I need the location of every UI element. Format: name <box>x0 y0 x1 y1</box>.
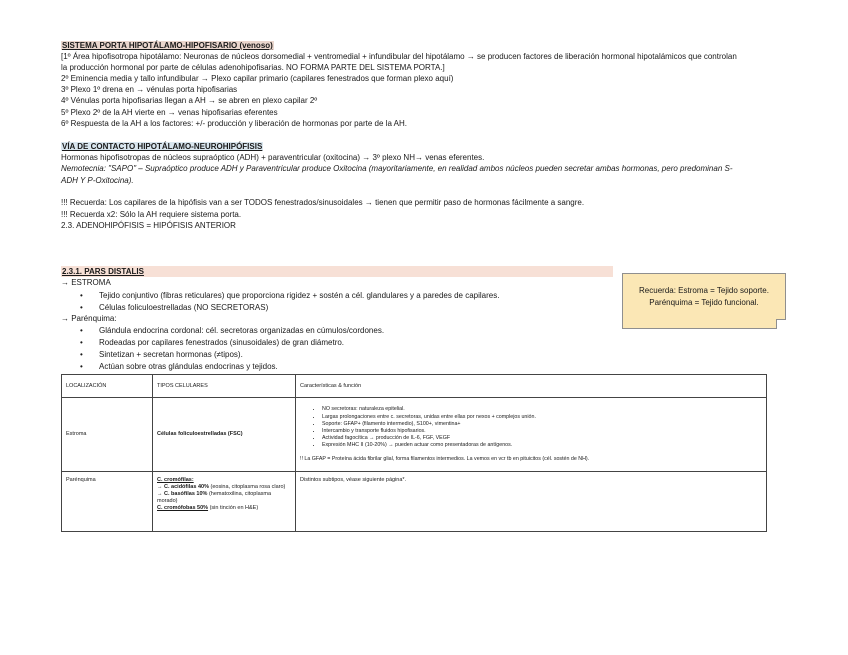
sticky-note <box>622 273 786 329</box>
cell-desc: Distintos subtipos, véase siguiente página*. <box>296 472 767 532</box>
table-row <box>62 398 767 472</box>
porta-step-2: 2º Eminencia media y tallo infundibular → Plexo capilar primario (capilares fenestrados que forman plexo aquí) <box>61 74 454 83</box>
parenquima-item-2: Rodeadas por capilares fenestrados (sinusoidales) de gran diámetro. <box>99 338 345 347</box>
section-title-porta: SISTEMA PORTA HIPOTÁLAMO-HIPOFISARIO (venoso) <box>62 41 273 50</box>
cell-desc <box>296 398 767 472</box>
section-title-pars-distalis: 2.3.1. PARS DISTALIS <box>61 266 613 277</box>
table-row <box>62 472 767 532</box>
neuro-nemotecnia-a: Nemotecnia: "SAPO" – Supraóptico produce ADH y Paraventricular produce Oxitocina (mayoritariamente, en realidad ambos núcleos pueden secretar ambas hormonas, pero predominan S- <box>61 164 733 173</box>
basofilas-line: → C. basófilas 10% (hematoxilina, citoplasma morado) <box>157 491 272 504</box>
list-item: • Actividad fagocítica → producción de IL-6, FGF, VEGF <box>322 435 762 442</box>
porta-step-3: 3º Plexo 1º drena en → vénulas porta hipofisarias <box>61 85 238 94</box>
recuerda-1: !!! Recuerda: Los capilares de la hipófisis van a ser TODOS fenestrados/sinusoidales → tienen que permitir paso de hormonas fácilmente a sangre. <box>61 198 585 207</box>
list-item: • Expresión MHC II (10-20%) → pueden actuar como presentadoras de antígenos. <box>322 442 762 449</box>
cell-type <box>153 472 296 532</box>
cromofobas-line: C. cromófobas 50% (sin tinción en H&E) <box>157 505 259 511</box>
estroma-item-2: Células foliculoestrelladas (NO SECRETORAS) <box>99 303 269 312</box>
list-item: • Intercambio y transporte fluidos hipofisarios. <box>322 428 762 435</box>
adenohipofisis-heading: 2.3. ADENOHIPÓFISIS = HIPÓFISIS ANTERIOR <box>61 221 236 230</box>
header-localizacion: LOCALIZACIÓN <box>62 375 153 398</box>
note-fold <box>776 319 786 329</box>
note-line-2: Parénquima = Tejido funcional. <box>649 298 759 307</box>
cell-type: Células foliculoestrelladas (FSC) <box>153 398 296 472</box>
parenquima-item-3: Sintetizan + secretan hormonas (≠tipos). <box>99 350 243 359</box>
cell-loc: Parénquima <box>62 472 153 532</box>
cell-loc: Estroma <box>62 398 153 472</box>
parenquima-item-4: Actúan sobre otras glándulas endocrinas y tejidos. <box>99 362 278 371</box>
porta-step-1a: [1º Área hipofisotropa hipotálamo: Neuronas de núcleos dorsomedial + ventromedial + infundibular del hipotálamo → se producen factores de liberación hormonal hipotalámicos que controlan <box>61 52 737 61</box>
list-item: • Soporte: GFAP+ (filamento intermedio), S100+, vimentina+ <box>322 421 762 428</box>
note-line-1: Recuerda: Estroma = Tejido soporte. <box>639 286 769 295</box>
recuerda-2: !!! Recuerda x2: Sólo la AH requiere sistema porta. <box>61 210 242 219</box>
porta-step-1b: la producción hormonal por parte de células adenohipofisarias. NO FORMA PARTE DEL SISTEMA PORTA.] <box>61 63 445 72</box>
porta-step-5: 5º Plexo 2º de la AH vierte en → venas hipofisarias eferentes <box>61 108 278 117</box>
porta-step-4: 4º Vénulas porta hipofisarias llegan a AH → se abren en plexo capilar 2º <box>61 96 318 105</box>
neuro-nemotecnia-b: ADH Y P-Oxitocina). <box>61 176 134 185</box>
section-title-neurohipofisis: VÍA DE CONTACTO HIPOTÁLAMO-NEUROHIPÓFISIS <box>62 142 263 151</box>
estroma-item-1: Tejido conjuntivo (fibras reticulares) que proporciona rigidez + sostén a cél. glandulares y a paredes de capilares. <box>99 291 500 300</box>
estroma-heading: → ESTROMA <box>61 278 111 287</box>
list-item: • Largas prolongaciones entre c. secretoras, unidas entre ellas por nexos + complejos unión. <box>322 414 762 421</box>
parenquima-heading: → Parénquima: <box>61 314 117 323</box>
cell-types-table <box>61 374 767 532</box>
header-tipos: TIPOS CELULARES <box>153 375 296 398</box>
header-caracteristicas: Características & función <box>296 375 767 398</box>
neuro-hormonas: Hormonas hipofisotropas de núcleos supraóptico (ADH) + paraventricular (oxitocina) → 3º plexo NH→ venas eferentes. <box>61 153 485 162</box>
gfap-footnote: !! La GFAP = Proteína ácida fibrilar glial, forma filamentos intermedios. La vemos en vcr tb en pituicitos (cél. sostén de NH). <box>300 455 590 462</box>
acidofilas-line: → C. acidófilas 40% (eosina, citoplasma rosa claro) <box>157 484 286 490</box>
parenquima-item-1: Glándula endocrina cordonal: cél. secretoras organizadas en cúmulos/cordones. <box>99 326 385 335</box>
porta-step-6: 6º Respuesta de la AH a los factores: +/- producción y liberación de hormonas por parte de la AH. <box>61 119 408 128</box>
list-item: • NO secretoras: naturaleza epitelial. <box>322 406 762 413</box>
cromofilas-label: C. cromófilas: <box>157 477 194 483</box>
